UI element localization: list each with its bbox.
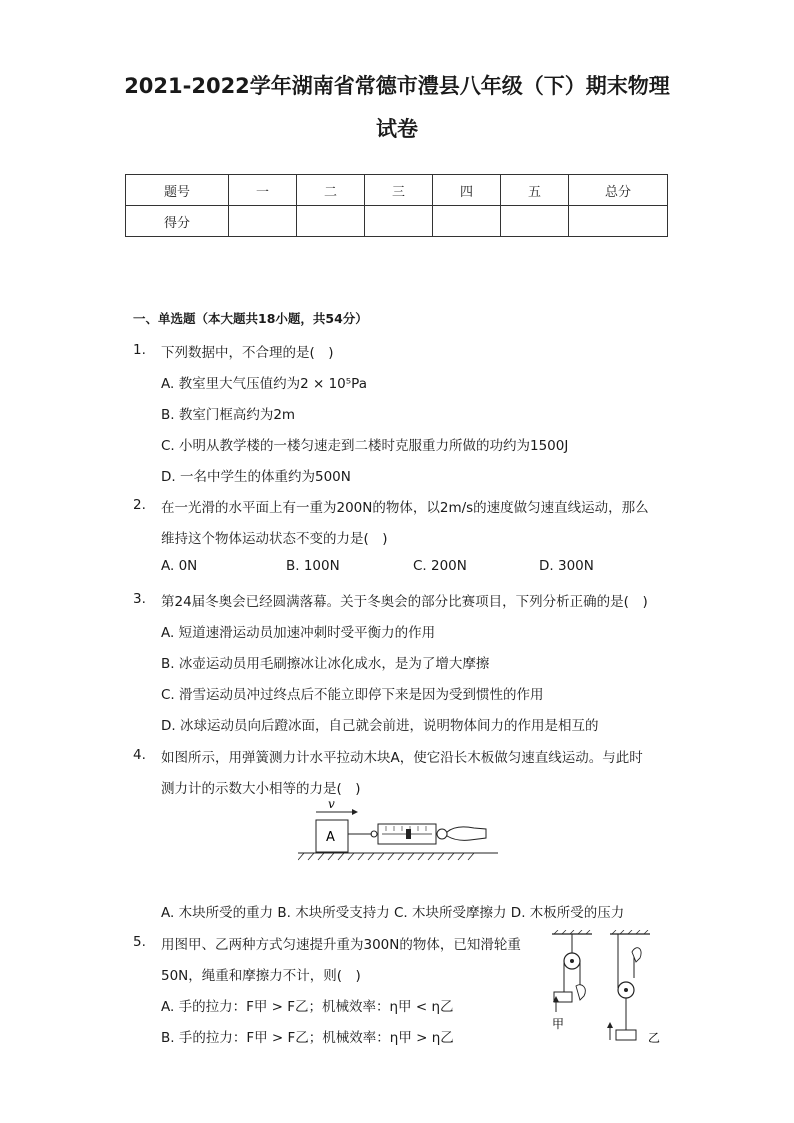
score-row-label: 得分 [126, 206, 229, 237]
question-stem-line2: 维持这个物体运动状态不变的力是( ) [161, 531, 388, 547]
score-cell [365, 206, 433, 237]
score-header-cell: 总分 [569, 175, 668, 206]
question-stem: 第24届冬奥会已经圆满落幕。关于冬奥会的部分比赛项目，下列分析正确的是( ) [161, 594, 648, 610]
option-d: D. 一名中学生的体重约为500N [161, 469, 351, 485]
question-options: A. 木块所受的重力 B. 木块所受支持力 C. 木块所受摩擦力 D. 木板所受的压力 [161, 905, 625, 921]
question-stem-line1: 用图甲、乙两种方式匀速提升重为300N的物体，已知滑轮重 [161, 937, 521, 953]
question-number: 2. [133, 497, 146, 513]
question-stem: 下列数据中，不合理的是( ) [161, 345, 334, 361]
score-header-cell: 三 [365, 175, 433, 206]
section-heading: 一、单选题（本大题共18小题，共54分） [133, 311, 368, 326]
velocity-label: v [328, 797, 335, 811]
score-header-cell: 四 [433, 175, 501, 206]
option-b: B. 手的拉力：F甲 > F乙；机械效率：η甲 > η乙 [161, 1030, 454, 1046]
option-c: C. 小明从教学楼的一楼匀速走到二楼时克服重力所做的功约为1500J [161, 438, 569, 454]
spring-scale-figure [298, 796, 498, 862]
score-table-score-row [126, 206, 668, 237]
score-header-cell: 二 [297, 175, 365, 206]
option-a: A. 0N [161, 558, 198, 574]
question-number: 1. [133, 342, 146, 358]
score-header-cell: 一 [229, 175, 297, 206]
score-header-cell: 五 [501, 175, 569, 206]
figure-label-jia: 甲 [552, 1017, 565, 1031]
score-cell [229, 206, 297, 237]
option-b: B. 教室门框高约为2m [161, 407, 296, 423]
figure-label-yi: 乙 [648, 1031, 661, 1045]
question-stem-line2: 测力计的示数大小相等的力是( ) [161, 781, 361, 797]
question-number: 5. [133, 934, 146, 950]
score-table-header-row [126, 175, 668, 206]
question-stem-line2: 50N，绳重和摩擦力不计，则( ) [161, 968, 361, 984]
paper-title-line2: 试卷 [376, 117, 418, 141]
score-cell [433, 206, 501, 237]
score-table [125, 174, 668, 237]
pulley-figure [540, 930, 670, 1048]
option-a: A. 短道速滑运动员加速冲刺时受平衡力的作用 [161, 625, 436, 641]
question-number: 4. [133, 747, 146, 763]
score-cell [501, 206, 569, 237]
question-stem-line1: 在一光滑的水平面上有一重为200N的物体，以2m/s的速度做匀速直线运动，那么 [161, 500, 649, 516]
option-d: D. 冰球运动员向后蹬冰面，自己就会前进，说明物体间力的作用是相互的 [161, 718, 599, 734]
option-b: B. 100N [286, 558, 340, 574]
option-a: A. 手的拉力：F甲 > F乙；机械效率：η甲 < η乙 [161, 999, 454, 1015]
weight-yi [616, 1030, 636, 1040]
option-d: D. 300N [539, 558, 594, 574]
option-b: B. 冰壶运动员用毛刷擦冰让冰化成水，是为了增大摩擦 [161, 656, 490, 672]
option-c: C. 200N [413, 558, 467, 574]
hand-shape [447, 827, 486, 841]
score-cell [297, 206, 365, 237]
block-a-label: A [326, 830, 335, 845]
score-cell [569, 206, 668, 237]
score-header-cell: 题号 [126, 175, 229, 206]
paper-title-line1: 2021-2022学年湖南省常德市澧县八年级（下）期末物理 [124, 74, 670, 98]
option-a: A. 教室里大气压值约为2 × 10⁵Pa [161, 376, 367, 392]
question-stem-line1: 如图所示，用弹簧测力计水平拉动木块A，使它沿长木板做匀速直线运动。与此时 [161, 750, 643, 766]
option-c: C. 滑雪运动员冲过终点后不能立即停下来是因为受到惯性的作用 [161, 687, 544, 703]
question-number: 3. [133, 591, 146, 607]
